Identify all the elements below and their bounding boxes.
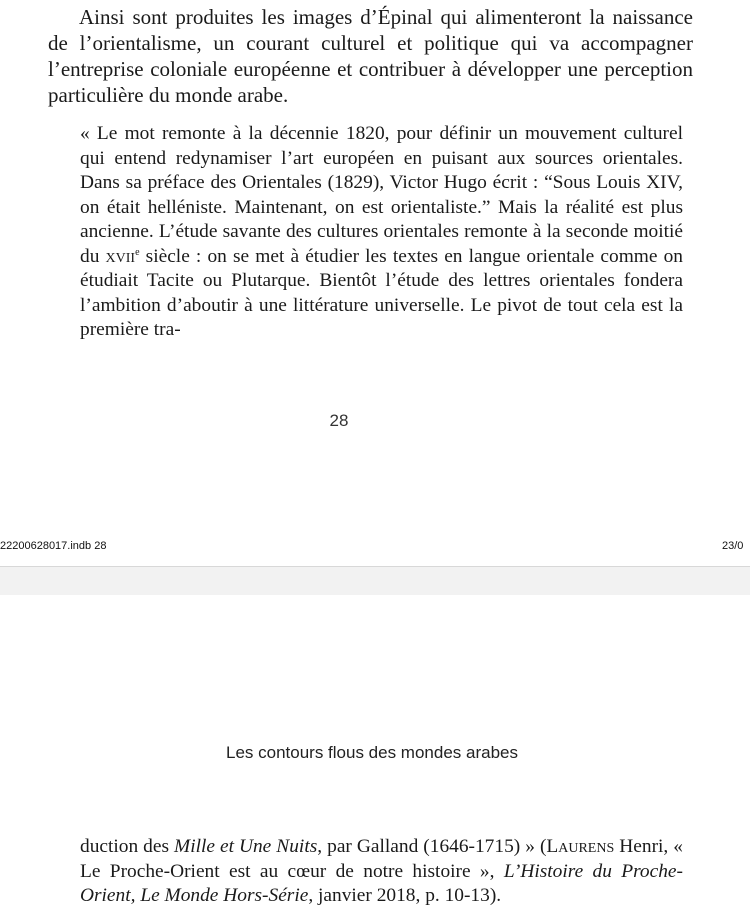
page-separator <box>0 566 750 596</box>
running-head: Les contours flous des mondes arabes <box>225 743 518 762</box>
century-superscript: e <box>135 246 140 258</box>
quote-text: « Le mot remonte à la décennie 1820, pour définir un mouvement culturel qui entend redynamiser l’art européen en puisant aux sources orientales. Dans sa préface des Orientales (1829), Victor Hugo écrit : “Sous Louis XIV, on était helléniste. Maintenant, on est orientaliste.” Mais la réalité est plus ancienne. L’étude savante des cultures orientales remonte à la seconde moitié du xvii$^e$ siècle : on se met à étudier les textes en langue orientale comme on étudiait Tacite ou Plutarque. Bientôt l’étude des lettres orientales fondera l’ambition d’aboutir à une littérature universelle. Le pivot de tout cela est la première tra- <box>80 123 683 340</box>
quote-continued-text: duction des Mille et Une Nuits, par Galland (1646-1715) » (Laurens Henri, « Le Proche-Orient est au cœur de notre histoire », L’Histoire du Proche-Orient, Le Monde Hors-Série, janvier 2018, p. 10-13). <box>80 836 683 906</box>
page-number: 28 <box>329 411 349 430</box>
print-slug-date: 23/0 <box>722 540 744 552</box>
page-29 <box>0 595 750 923</box>
source-title: L’Histoire du Proche-Orient, Le Monde Hors-Série <box>80 860 683 906</box>
print-slug-filename: 22200628017.indb 28 <box>0 540 107 552</box>
paragraph-text: Ainsi sont produites les images d’Épinal qui alimenteront la naissance de l’orientalisme, un courant culturel et politique qui va accompagner l’entreprise coloniale européenne et contribuer à développer une perception particulière du monde arabe. <box>48 5 693 107</box>
body-paragraph <box>48 4 693 108</box>
author-name: Laurens <box>546 836 615 857</box>
century-numeral: xvii <box>105 245 136 267</box>
block-quote <box>80 122 683 343</box>
book-title: Mille et Une Nuits <box>174 836 318 857</box>
block-quote-continued <box>80 835 683 909</box>
